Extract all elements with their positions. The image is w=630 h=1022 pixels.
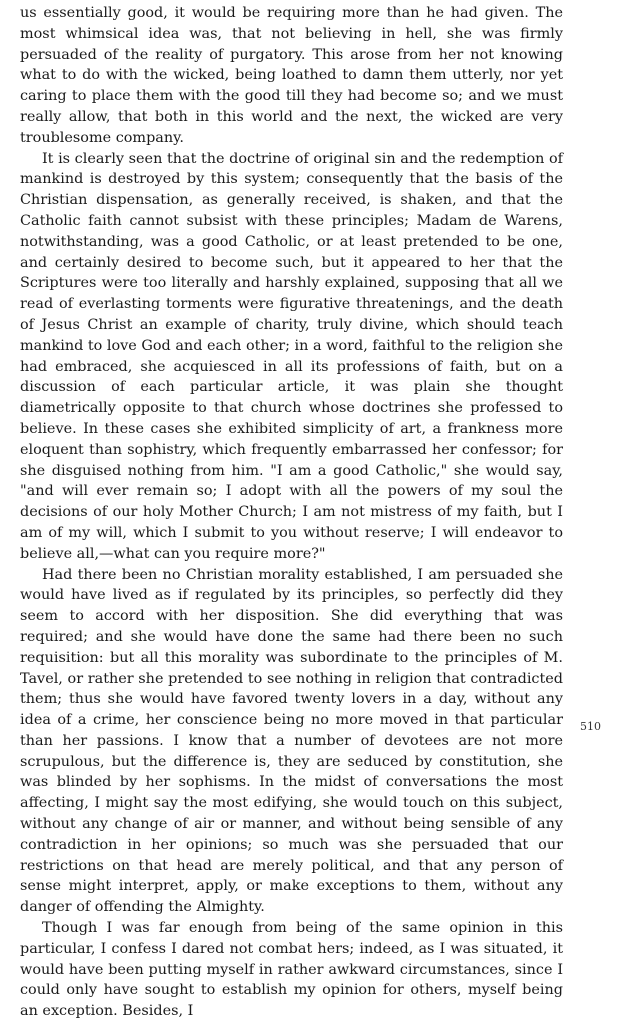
paragraph-same-opinion: Though I was far enough from being of the same opinion in this particular, I confess I dared not combat hers; indeed, as I was situated, it would have been putting myself in rather awkward circumstances, since I could only have sought to establish my opinion for others, myself being an exception. Besides, I <box>20 920 563 1020</box>
paragraph-continuation: us essentially good, it would be requiring more than he had given. The most whimsical idea was, that not believing in hell, she was firmly persuaded of the reality of purgatory. This arose from her not knowing what to do with the wicked, being loathed to damn them utterly, nor yet caring to place them with the good till they had become so; and we must really allow, that both in this world and the next, the wicked are very troublesome company. <box>20 5 563 146</box>
page-number: 510 <box>580 720 601 733</box>
paragraph-original-sin: It is clearly seen that the doctrine of original sin and the redemption of mankind is destroyed by this system; consequently that the basis of the Christian dispensation, as generally received, is shaken, and that the Catholic faith cannot subsist with these principles; Madam de Warens, notwithstanding, was a good Catholic, or at least pretended to be one, and certainly desired to become such, but it appeared to her that the Scriptures were too literally and harshly explained, supposing that all we read of everlasting torments were figurative threatenings, and the death of Jesus Christ an example of charity, truly divine, which should teach mankind to love God and each other; in a word, faithful to the religion she had embraced, she acquiesced in all its professions of faith, but on a discussion of each particular article, it was plain she thought diametrically opposite to that church whose doctrines she professed to believe. In these cases she exhibited simplicity of art, a frankness more eloquent than sophistry, which frequently embarrassed her confessor; for she disguised nothing from him. "I am a good Catholic," she would say, "and will ever remain so; I adopt with all the powers of my soul the decisions of our holy Mother Church; I am not mistress of my faith, but I am of my will, which I submit to you without reserve; I will endeavor to believe all,—what can you require more?" <box>20 150 563 562</box>
paragraph-christian-morality: Had there been no Christian morality established, I am persuaded she would have lived as if regulated by its principles, so perfectly did they seem to accord with her disposition. She did everything that was required; and she would have done the same had there been no such requisition: but all this morality was subordinate to the principles of M. Tavel, or rather she pretended to see nothing in religion that contradicted them; thus she would have favored twenty lovers in a day, without any idea of a crime, her conscience being no more moved in that particular than her passions. I know that a number of devotees are not more scrupulous, but the difference is, they are seduced by constitution, she was blinded by her sophisms. In the midst of conversations the most affecting, I might say the most edifying, she would touch on this subject, without any change of air or manner, and without being sensible of any contradiction in her opinions; so much was she persuaded that our restrictions on that head are merely political, and that any person of sense might interpret, apply, or make exceptions to them, without any danger of offending the Almighty. <box>20 566 563 916</box>
body-text <box>20 3 563 1022</box>
